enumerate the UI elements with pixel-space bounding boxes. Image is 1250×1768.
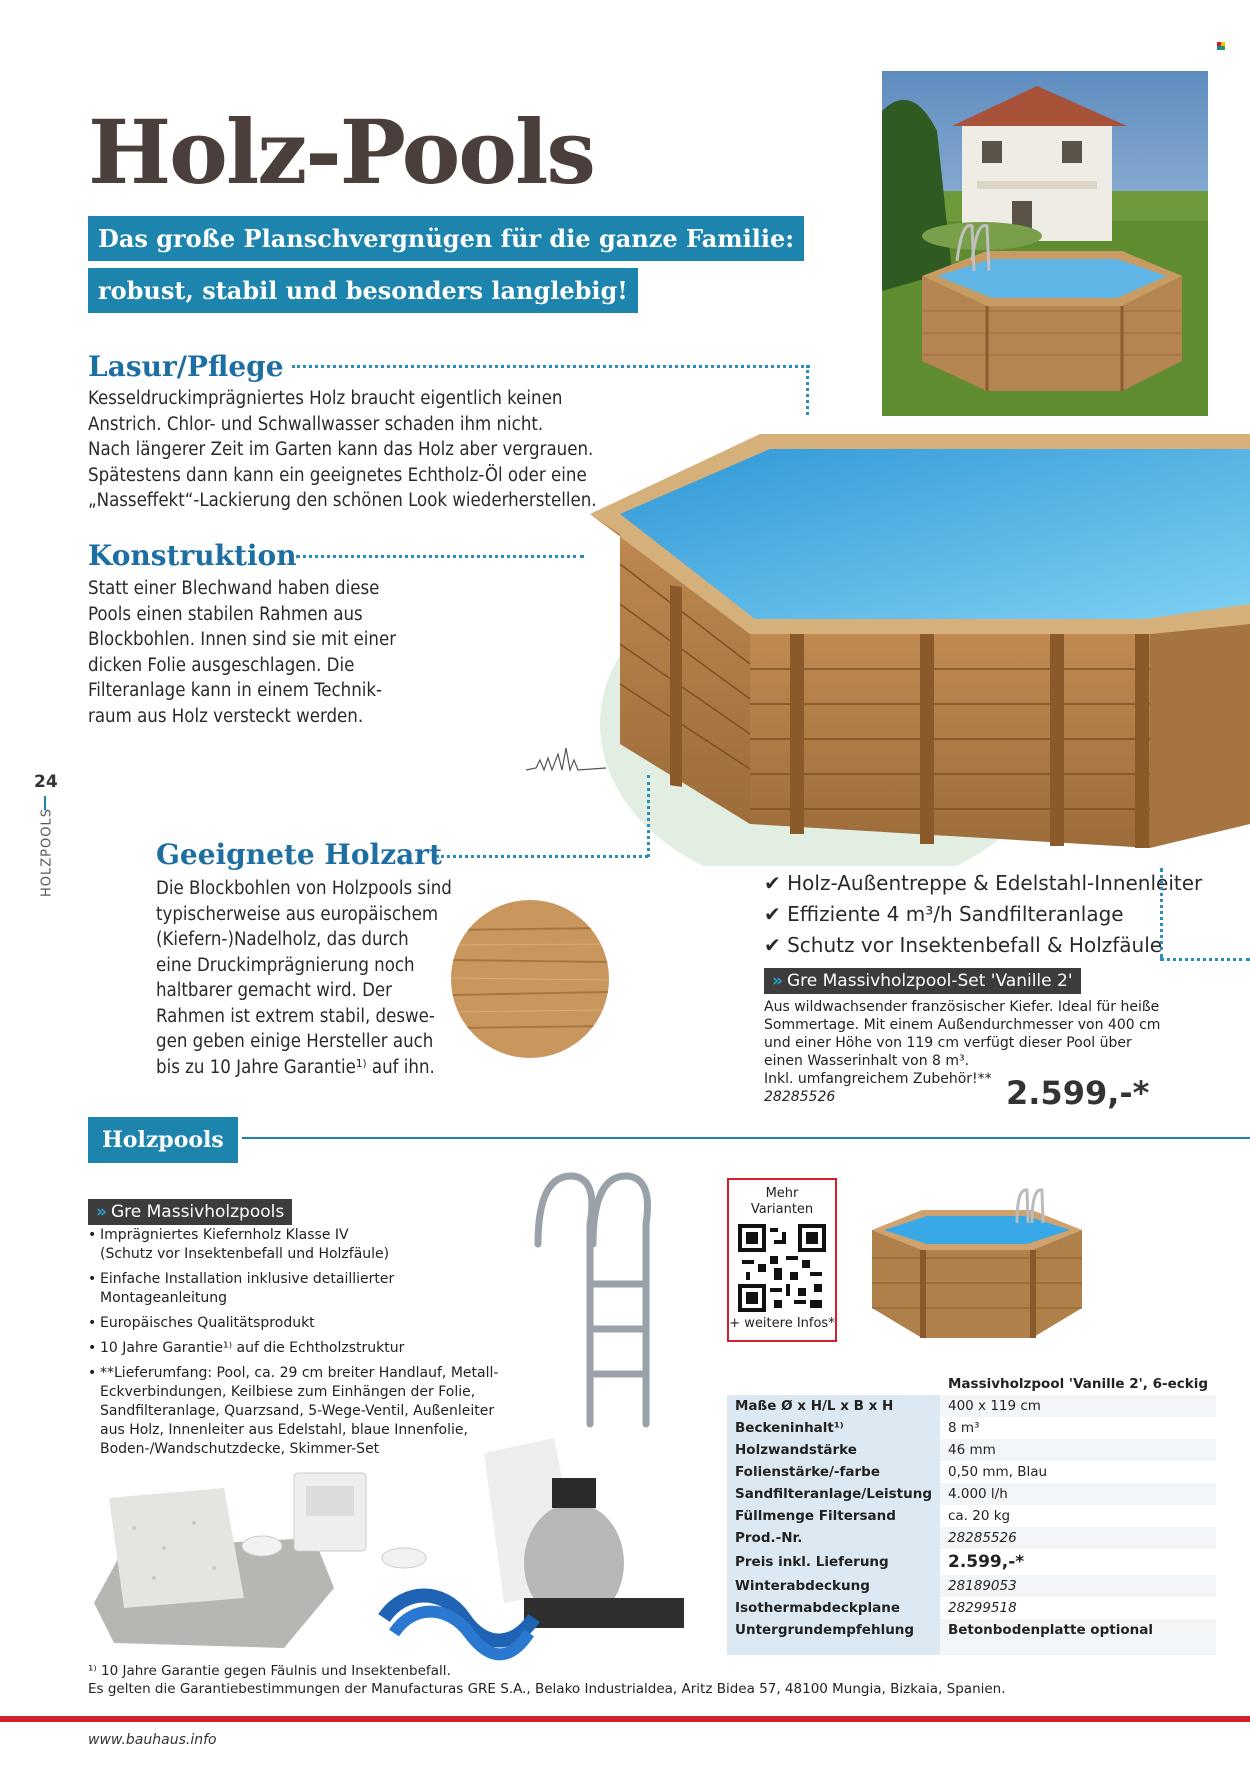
featured-price: 2.599,-* [1006,1074,1150,1112]
dotted-rule [1160,958,1250,961]
list-item: • 10 Jahre Garantie¹⁾ auf die Echtholzstruktur [88,1339,498,1358]
table-row: Isothermabdeckplane 28299518 [727,1597,1216,1619]
list-item: • Europäisches Qualitätsprodukt [88,1314,498,1333]
double-chevron-icon: » [772,971,783,991]
wood-sample-image [451,900,609,1058]
table-row: Winterabdeckung 28189053 [727,1575,1216,1597]
accessories-image [84,1428,684,1668]
featured-product-label: » Gre Massivholzpool-Set 'Vanille 2' [764,968,1081,994]
dotted-rule-vertical [1160,868,1163,958]
lasur-text: Kesseldruckimprägniertes Holz braucht eigentlich keinen Anstrich. Chlor- und Schwallwasser schaden ihm nicht. Nach längerer Zeit im Garten kann das Holz aber vergrauen. Spätestens dann kann ein geeignetes Echtholz-Öl oder eine „Nasseffekt“-Lackierung den schönen Look wiederherstellen. [88,388,597,511]
pool-product-image [862,1178,1090,1348]
footnote: ¹⁾ 10 Jahre Garantie gegen Fäulnis und Insektenbefall. Es gelten die Garantiebestimmungen der Manufacturas GRE S.A., Belako Industrialdea, Aritz Bidea 57, 48100 Mungia, Bizkaia, Spanien. [88,1663,1006,1697]
footer-rule [0,1716,1250,1722]
section-tab-holzpools: Holzpools [88,1117,238,1163]
page-title: Holz-Pools [88,100,594,204]
section-heading-holzart: Geeignete Holzart [156,838,442,871]
holzart-text: Die Blockbohlen von Holzpools sind typischerweise aus europäischem (Kiefern-)Nadelholz, das durch eine Druckimprägnierung noch haltbarer gemacht wird. Der Rahmen ist extrem stabil, deswe- gen geben einige Hersteller auch bis zu 10 Jahre Garantie¹⁾ auf ihn. [156,878,452,1078]
list-item: • Einfache Installation inklusive detaillierter Montageanleitung [88,1270,498,1308]
konstruktion-text: Statt einer Blechwand haben diese Pools einen stabilen Rahmen aus Blockbohlen. Innen sind sie mit einer dicken Folie ausgeschlagen. Die Filteranlage kann in einem Technik- raum aus Holz versteckt werden. [88,578,397,727]
qr-code-icon [738,1224,826,1312]
section-rule [242,1137,1250,1139]
section-heading-lasur: Lasur/Pflege [88,350,284,383]
table-row: Preis inkl. Lieferung 2.599,-* [727,1549,1216,1575]
featured-description: Aus wildwachsender französischer Kiefer. Ideal für heiße Sommertage. Mit einem Außendurchmesser von 400 cm und einer Höhe von 119 cm verfügt dieser Pool über einen Wasserinhalt von 8 m³. Inkl. umfangreichem Zubehör!** 28285526 [764,999,1161,1105]
section-heading-konstruktion: Konstruktion [88,539,297,572]
qr-code-box[interactable]: Mehr Varianten + weitere Infos* [727,1178,837,1342]
table-row: Holzwandstärke 46 mm [727,1439,1216,1461]
page-number: 24 [34,772,58,792]
dotted-rule-vertical [806,365,809,415]
feature-checklist: ✔ Holz-Außentreppe & Edelstahl-Innenleiter ✔ Effiziente 4 m³/h Sandfilteranlage ✔ Schutz vor Insektenbefall & Holzfäule [764,871,1203,957]
dotted-rule-vertical [647,775,650,857]
dotted-rule [296,555,584,558]
garden-pool-photo [882,71,1208,416]
spec-table [727,1373,1216,1655]
list-item: • Imprägniertes Kiefernholz Klasse IV (Schutz vor Insektenbefall und Holzfäule) [88,1226,498,1264]
steel-ladder-image [528,1164,658,1434]
table-row: Prod.-Nr. 28285526 [727,1527,1216,1549]
double-chevron-icon: » [96,1202,107,1222]
grass-doodle-icon [526,740,606,776]
table-row: Sandfilteranlage/Leistung 4.000 l/h [727,1483,1216,1505]
subtitle-band-2: robust, stabil und besonders langlebig! [88,268,638,313]
table-row: Folienstärke/-farbe 0,50 mm, Blau [727,1461,1216,1483]
dotted-rule [292,365,810,368]
side-section-label: HOLZPOOLS [39,808,55,897]
wooden-pool-photo [590,424,1250,866]
subtitle-band-1: Das große Planschvergnügen für die ganze Familie: [88,216,804,261]
article-number: 28285526 [764,1089,836,1105]
table-row: Beckeninhalt¹⁾ 8 m³ [727,1417,1216,1439]
product-label-massivholzpools: » Gre Massivholzpools [88,1199,292,1225]
table-row: Füllmenge Filtersand ca. 20 kg [727,1505,1216,1527]
table-row: Massivholzpool 'Vanille 2', 6-eckig [727,1373,1216,1395]
table-row: Untergrundempfehlung Betonbodenplatte optional [727,1619,1216,1655]
table-row: Maße Ø x H/L x B x H 400 x 119 cm [727,1395,1216,1417]
footer-url[interactable]: www.bauhaus.info [88,1732,217,1748]
dotted-rule [436,855,648,858]
list-item: • **Lieferumfang: Pool, ca. 29 cm breiter Handlauf, Metall- Eckverbindungen, Keilbiese zum Einhängen der Folie, Sandfilteranlage, Quarzsand, 5-Wege-Ventil, Außenleiter aus Holz, Innenleiter aus Edelstahl, blaue Innenfolie, Boden-/Wandschutzdecke, Skimmer-Set [88,1364,498,1459]
brand-mark-icon [1217,35,1225,43]
